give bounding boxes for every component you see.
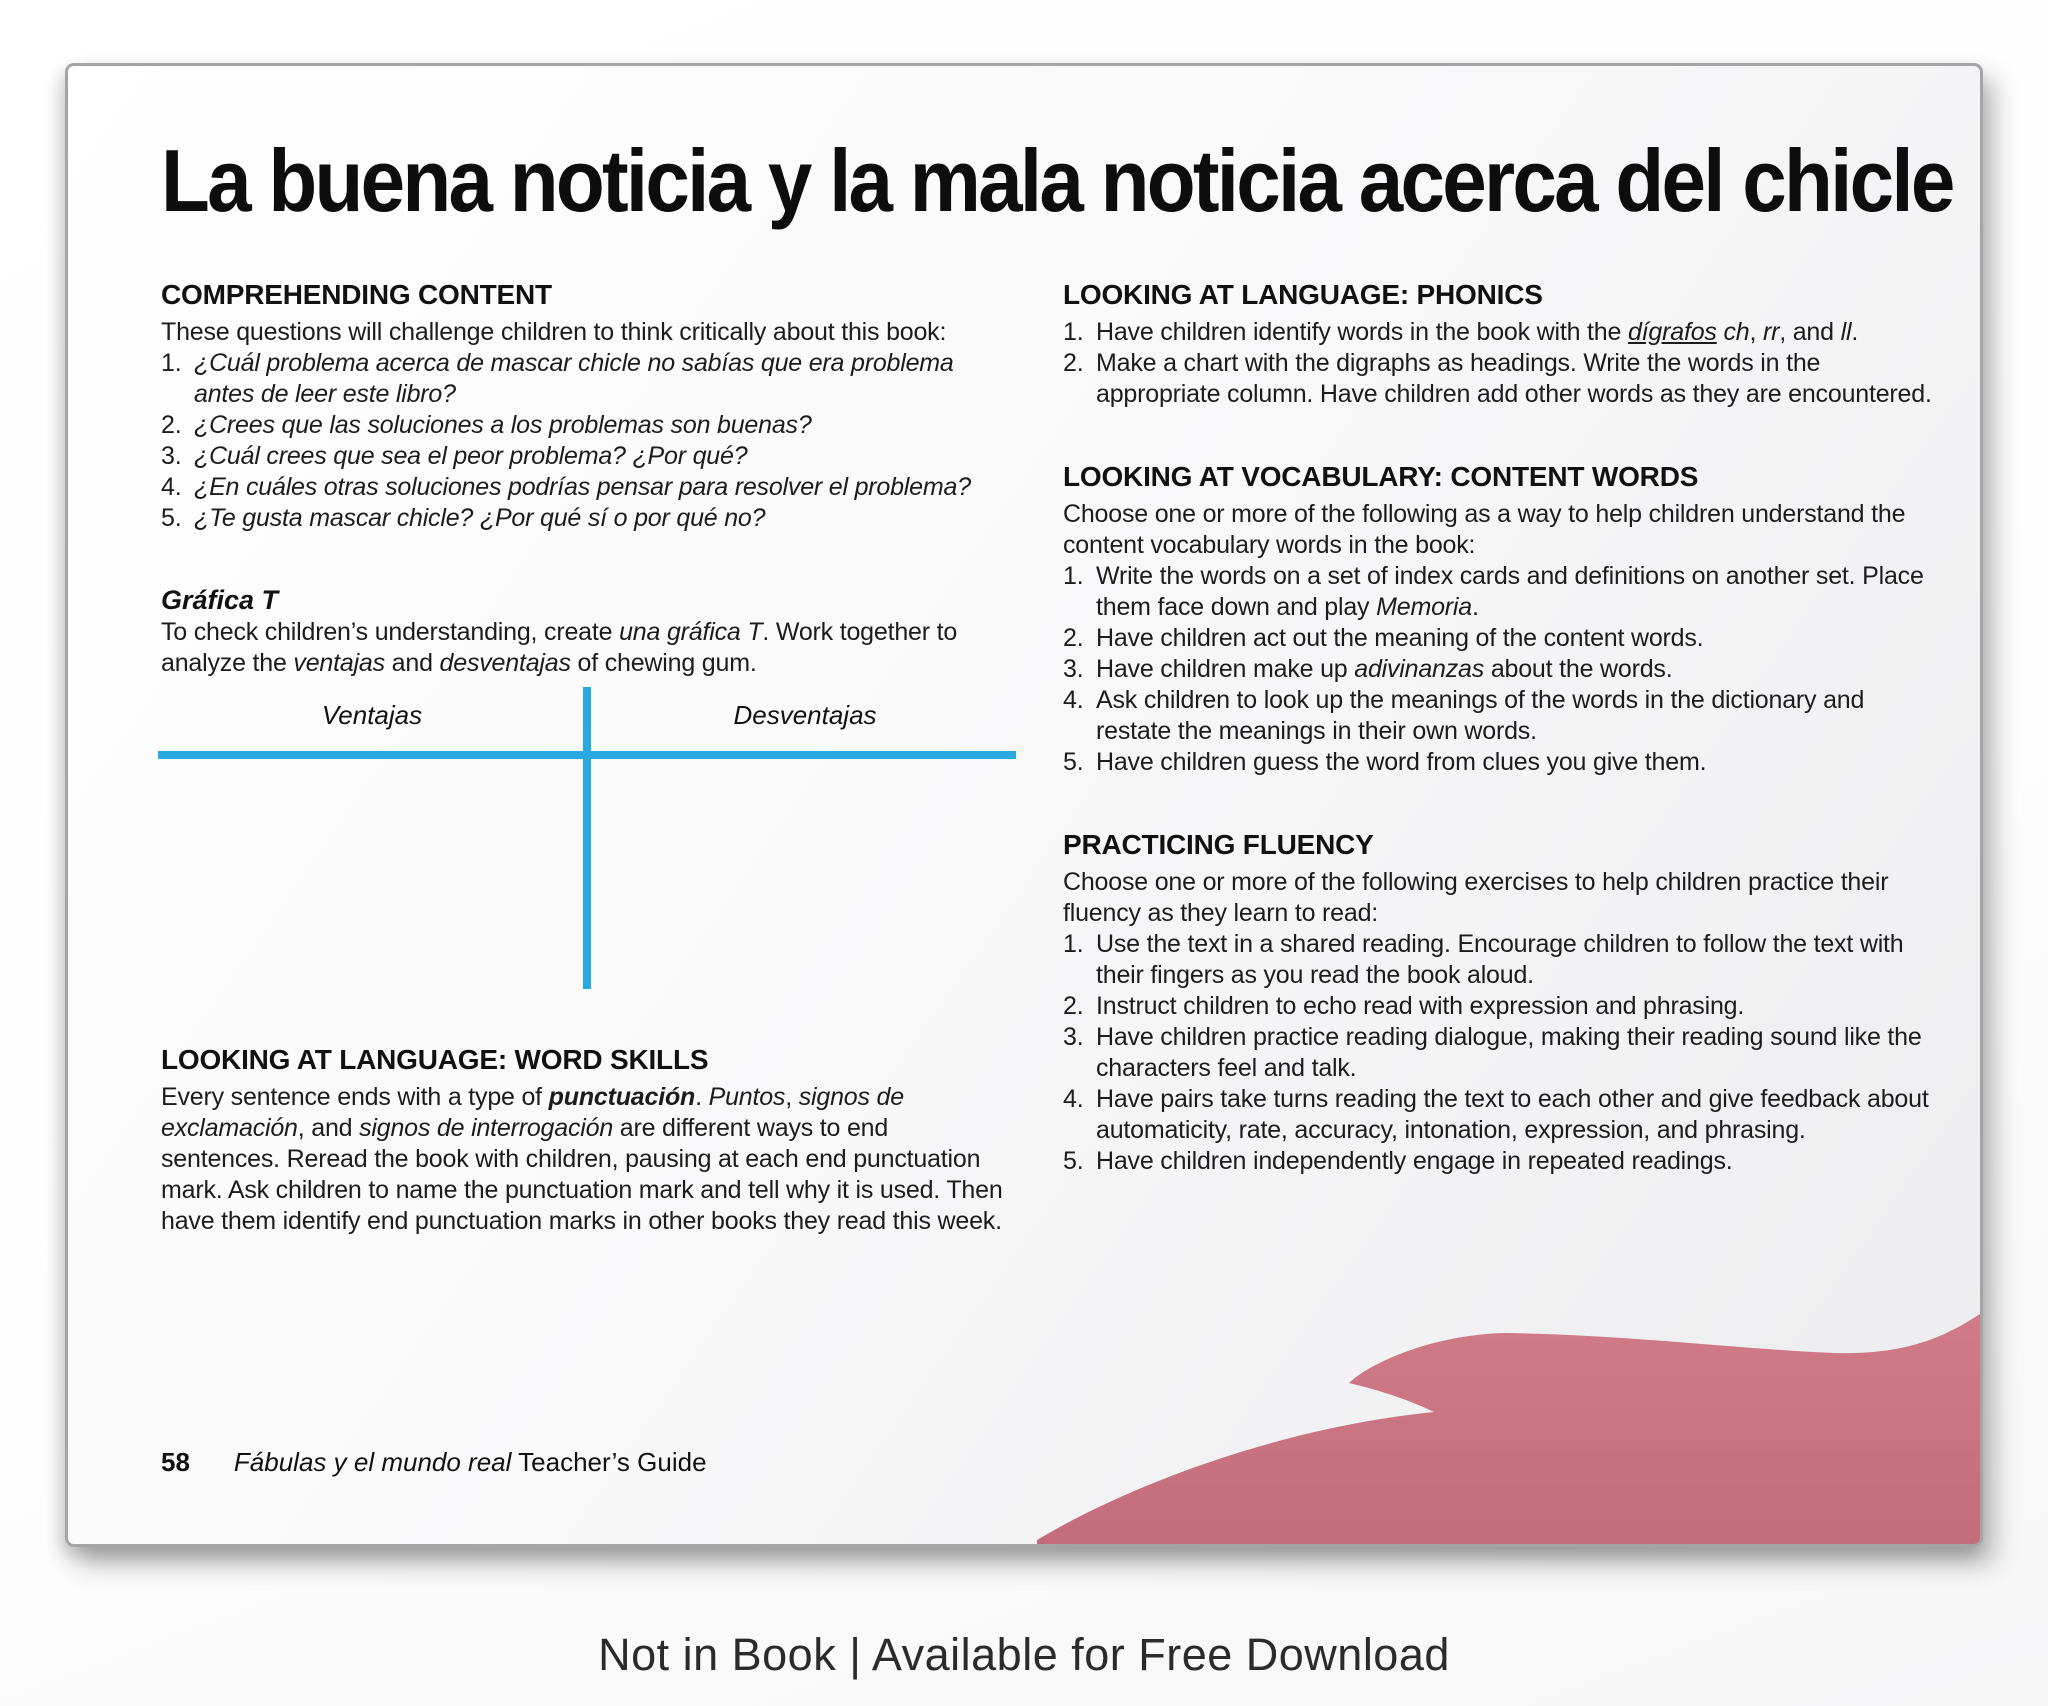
list-item — [1063, 623, 1935, 654]
subsection-heading: Gráfica T — [161, 585, 279, 615]
text-run: Have children identify words in the book with the — [1096, 318, 1628, 346]
text-run: dígrafos — [1627, 318, 1717, 346]
list-item — [1063, 685, 1935, 747]
page-title-text: La buena noticia y la mala noticia acerca del chicle — [161, 131, 1953, 230]
list-item-text — [1096, 1022, 1935, 1084]
text-run: Choose one or more of the following exercises to help children practice their fluency as they learn to read: — [1063, 868, 1889, 927]
text-run: . — [1471, 593, 1479, 621]
list-item-number: 5. — [161, 504, 182, 532]
text-run: desventajas — [439, 649, 571, 677]
text-run: Memoria — [1376, 593, 1472, 621]
list-item-text — [1096, 561, 1935, 623]
text-run: una gráfica T — [619, 618, 763, 646]
section-heading: PRACTICING FLUENCY — [1063, 829, 1374, 860]
list-item — [161, 441, 1013, 472]
list-item-text — [1096, 685, 1935, 747]
list-item-text — [194, 410, 1013, 441]
availability-caption: Not in Book | Available for Free Download — [598, 1629, 1450, 1680]
list-item-number: 3. — [1063, 1023, 1084, 1051]
list-item-number: 3. — [1063, 655, 1084, 683]
numbered-list — [1063, 317, 1935, 410]
text-run: Puntos — [708, 1083, 786, 1111]
text-run: , — [785, 1083, 799, 1111]
page-title — [161, 130, 1953, 250]
section-grafica-t — [161, 584, 1013, 989]
list-item-number: 1. — [1063, 930, 1084, 958]
guide-page — [65, 63, 1983, 1547]
text-run: rr — [1762, 318, 1780, 346]
list-item-number: 4. — [1063, 1085, 1084, 1113]
list-item-text — [1096, 991, 1935, 1022]
right-column — [1063, 278, 1935, 1237]
list-item — [161, 410, 1013, 441]
pink-wave-decoration — [1037, 1307, 1980, 1544]
text-run: , and — [1779, 318, 1841, 346]
list-item-text — [1096, 623, 1935, 654]
text-run: Every sentence ends with a type of — [161, 1083, 549, 1111]
list-item — [161, 503, 1013, 534]
list-item-number: 2. — [1063, 624, 1084, 652]
page-footer — [161, 1446, 707, 1478]
text-run: about the words. — [1484, 655, 1673, 683]
footer-book-title: Fábulas y el mundo real — [233, 1447, 512, 1477]
list-item-number: 1. — [161, 349, 182, 377]
list-item-text — [194, 441, 1013, 472]
text-run: and — [384, 649, 440, 677]
left-column — [161, 278, 1013, 1237]
list-item-number: 4. — [161, 473, 182, 501]
numbered-list — [1063, 561, 1935, 778]
text-run: Make a chart with the digraphs as headings. Write the words in the appropriate column. Have children add other words as they are encountered. — [1096, 349, 1932, 408]
section-fluency — [1063, 828, 1935, 1177]
section-heading: LOOKING AT LANGUAGE: PHONICS — [1063, 279, 1543, 310]
section-word-skills — [161, 1043, 1013, 1237]
list-item — [1063, 348, 1935, 410]
text-run: , — [1749, 318, 1763, 346]
text-run: ¿Cuál problema acerca de mascar chicle no sabías que era problema antes de leer este libro? — [194, 349, 954, 408]
list-item — [1063, 561, 1935, 623]
text-run: . — [695, 1083, 709, 1111]
list-item — [1063, 1022, 1935, 1084]
text-run: ventajas — [293, 649, 385, 677]
list-item — [1063, 1084, 1935, 1146]
section-comprehending-content — [161, 278, 1013, 534]
text-run: are different ways to end sentences. Reread the book with children, pausing at each end punctuation mark. Ask children to name the punctuation mark and tell why it is used. Then have them identify end punctuation marks in other books they read this week. — [161, 1114, 1003, 1235]
section-phonics — [1063, 278, 1935, 410]
text-run: ¿Cuál crees que sea el peor problema? ¿Por qué? — [194, 442, 748, 470]
text-run: . — [1851, 318, 1859, 346]
t-chart — [161, 687, 1013, 989]
footer-guide-label: Teacher’s Guide — [511, 1447, 707, 1477]
section-heading: LOOKING AT LANGUAGE: WORD SKILLS — [161, 1044, 709, 1075]
section-vocabulary — [1063, 460, 1935, 778]
section-intro — [1063, 499, 1935, 561]
text-run: Have pairs take turns reading the text to each other and give feedback about automaticity, rate, accuracy, intonation, expression, and phrasing. — [1096, 1085, 1929, 1144]
list-item-text — [194, 503, 1013, 534]
text-run: Use the text in a shared reading. Encourage children to follow the text with their fingers as you read the book aloud. — [1096, 930, 1904, 989]
section-intro — [161, 317, 1013, 348]
numbered-list — [1063, 929, 1935, 1177]
text-run: adivinanzas — [1354, 655, 1485, 683]
list-item-number: 4. — [1063, 686, 1084, 714]
list-item-number: 1. — [1063, 318, 1084, 346]
numbered-list — [161, 348, 1013, 534]
text-run: Have children guess the word from clues you give them. — [1096, 748, 1707, 776]
list-item-text — [1096, 317, 1935, 348]
list-item-number: 1. — [1063, 562, 1084, 590]
text-run: These questions will challenge children to think critically about this book: — [161, 318, 947, 346]
list-item-number: 5. — [1063, 1147, 1084, 1175]
text-run: Have children independently engage in repeated readings. — [1096, 1147, 1733, 1175]
list-item-number: 5. — [1063, 748, 1084, 776]
section-heading: LOOKING AT VOCABULARY: CONTENT WORDS — [1063, 461, 1699, 492]
text-run: of chewing gum. — [570, 649, 757, 677]
text-run: signos de exclamación — [161, 1083, 904, 1142]
list-item — [1063, 654, 1935, 685]
text-run: ¿Crees que las soluciones a los problemas son buenas? — [194, 411, 812, 439]
list-item-text — [194, 472, 1013, 503]
list-item — [1063, 1146, 1935, 1177]
text-run: ¿En cuáles otras soluciones podrías pensar para resolver el problema? — [194, 473, 971, 501]
list-item-number: 2. — [1063, 349, 1084, 377]
footer-page-number: 58 — [161, 1447, 190, 1477]
text-run: Have children act out the meaning of the content words. — [1096, 624, 1704, 652]
list-item-text — [1096, 747, 1935, 778]
section-heading: COMPREHENDING CONTENT — [161, 279, 552, 310]
text-run: punctuación — [548, 1083, 696, 1111]
text-run: Instruct children to echo read with expression and phrasing. — [1096, 992, 1745, 1020]
section-intro — [1063, 867, 1935, 929]
pink-wave-path — [1037, 1314, 1980, 1544]
list-item — [1063, 991, 1935, 1022]
list-item-text — [1096, 348, 1935, 410]
text-run: , and — [297, 1114, 360, 1142]
list-item — [1063, 929, 1935, 991]
list-item-number: 2. — [1063, 992, 1084, 1020]
text-run: signos de interrogación — [359, 1114, 614, 1142]
two-column-body — [161, 278, 1935, 1237]
list-item-number: 3. — [161, 442, 182, 470]
list-item-text — [1096, 929, 1935, 991]
section-body — [161, 1082, 1013, 1237]
list-item-text — [194, 348, 1013, 410]
list-item — [161, 348, 1013, 410]
list-item — [1063, 317, 1935, 348]
section-body — [161, 617, 1013, 679]
list-item-text — [1096, 1084, 1935, 1146]
text-run: Choose one or more of the following as a way to help children understand the content vocabulary words in the book: — [1063, 500, 1906, 559]
t-chart-left-label: Ventajas — [321, 700, 423, 730]
text-run: Write the words on a set of index cards and definitions on another set. Place them face down and play — [1096, 562, 1924, 621]
t-chart-right-label: Desventajas — [733, 700, 877, 730]
text-run: ¿Te gusta mascar chicle? ¿Por qué sí o por qué no? — [194, 504, 766, 532]
text-run: ch — [1723, 318, 1750, 346]
text-run: Have children practice reading dialogue, making their reading sound like the characters feel and talk. — [1096, 1023, 1922, 1082]
text-run: Have children make up — [1096, 655, 1355, 683]
text-run: To check children’s understanding, create — [161, 618, 620, 646]
text-run: ll — [1840, 318, 1852, 346]
text-run: . Work together to analyze the — [161, 618, 958, 677]
list-item — [1063, 747, 1935, 778]
list-item-text — [1096, 654, 1935, 685]
list-item-text — [1096, 1146, 1935, 1177]
t-chart-vertical-line — [583, 687, 591, 989]
list-item-number: 2. — [161, 411, 182, 439]
text-run: Ask children to look up the meanings of the words in the dictionary and restate the meanings in their own words. — [1096, 686, 1865, 745]
list-item — [161, 472, 1013, 503]
